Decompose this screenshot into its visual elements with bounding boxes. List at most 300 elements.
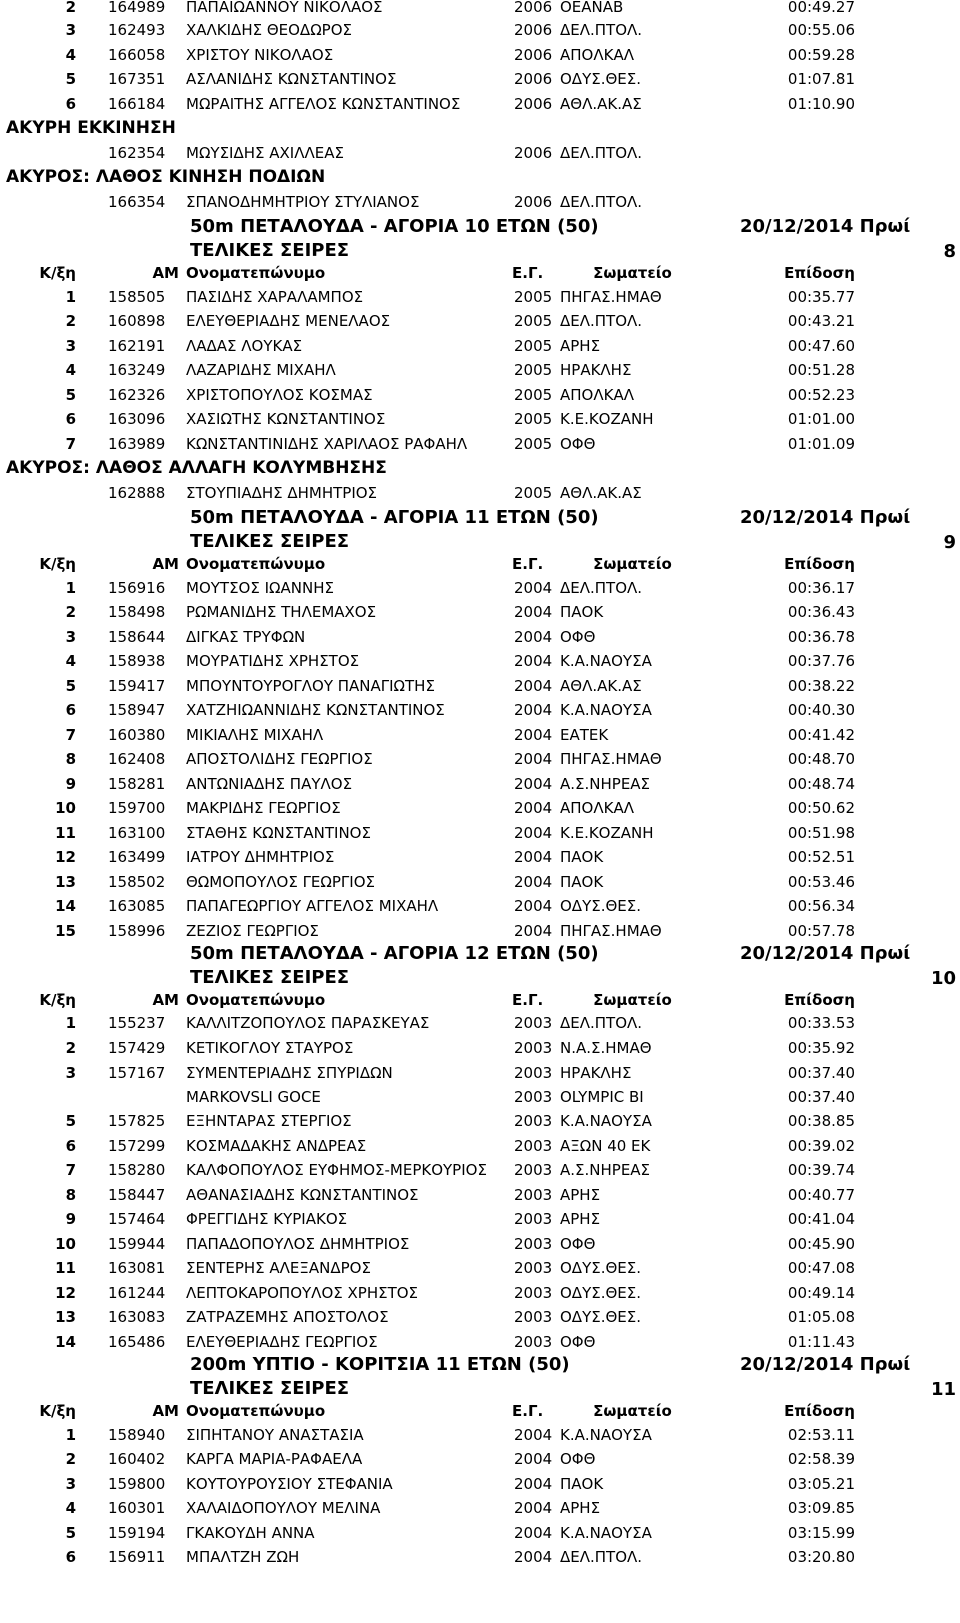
time-cell: 00:39.74 (787, 1161, 855, 1179)
registry-cell: 166058 (108, 46, 166, 64)
birth-year-cell: 2004 (514, 824, 553, 842)
result-row (0, 1305, 960, 1330)
birth-year-cell: 2004 (514, 1450, 553, 1468)
rank-cell: 4 (65, 361, 76, 379)
birth-year-cell: 2005 (514, 312, 553, 330)
registry-cell: 156916 (108, 579, 166, 597)
time-cell: 00:49.27 (787, 0, 855, 16)
rank-cell: 3 (65, 337, 76, 355)
registry-cell: 156911 (108, 1548, 166, 1566)
result-row (0, 309, 960, 334)
rank-header: Κ/ξη (39, 991, 76, 1009)
rank-cell: 2 (65, 1039, 76, 1057)
swimmer-name-cell: ΜΑΚΡΙΔΗΣ ΓΕΩΡΓΙΟΣ (186, 799, 341, 817)
registry-cell: 163083 (108, 1308, 166, 1326)
result-row (0, 1281, 960, 1306)
birth-year-cell: 2006 (514, 70, 553, 88)
rank-cell: 11 (55, 824, 76, 842)
club-cell: Κ.Α.ΝΑΟΥΣΑ (560, 652, 652, 670)
club-cell: Α.Σ.ΝΗΡΕΑΣ (560, 775, 651, 793)
birth-year-cell: 2005 (514, 337, 553, 355)
birth-year-cell: 2004 (514, 897, 553, 915)
club-cell: Α.Σ.ΝΗΡΕΑΣ (560, 1161, 651, 1179)
birth-year-cell: 2004 (514, 848, 553, 866)
registry-header: ΑΜ (152, 555, 179, 573)
time-cell: 00:36.17 (787, 579, 855, 597)
event-number: 9 (943, 532, 956, 553)
swimmer-name-cell: ΧΑΛΑΙΔΟΠΟΥΛΟΥ ΜΕΛΙΝΑ (186, 1499, 381, 1517)
club-cell: ΔΕΛ.ΠΤΟΛ. (560, 193, 643, 211)
result-row (0, 334, 960, 359)
club-cell: ΔΕΛ.ΠΤΟΛ. (560, 21, 643, 39)
birth-year-cell: 2006 (514, 46, 553, 64)
swimmer-name-cell: ΜΠΑΛΤΖΗ ΖΩΗ (186, 1548, 300, 1566)
registry-cell: 158280 (108, 1161, 166, 1179)
birth-year-cell: 2004 (514, 1548, 553, 1566)
swimmer-name-cell: ΣΤΑΘΗΣ ΚΩΝΣΤΑΝΤΙΝΟΣ (186, 824, 371, 842)
time-cell: 00:36.78 (787, 628, 855, 646)
club-cell: ΔΕΛ.ΠΤΟΛ. (560, 312, 643, 330)
birth-year-cell: 2003 (514, 1039, 553, 1057)
registry-cell: 163085 (108, 897, 166, 915)
name-header: Ονοματεπώνυμο (186, 991, 326, 1009)
result-row (0, 674, 960, 699)
registry-cell: 158940 (108, 1426, 166, 1444)
registry-cell: 157464 (108, 1210, 166, 1228)
registry-cell: 157429 (108, 1039, 166, 1057)
column-header-row (0, 261, 960, 286)
time-cell: 00:39.02 (787, 1137, 855, 1155)
club-cell: ΟΔΥΣ.ΘΕΣ. (560, 897, 642, 915)
event-title: 50m ΠΕΤΑΛΟΥΔΑ - ΑΓΟΡΙΑ 10 ΕΤΩΝ (50) (190, 216, 599, 237)
club-cell: ΑΠΟΛΚΑΛ (560, 386, 634, 404)
rank-cell: 6 (65, 1548, 76, 1566)
club-cell: ΑΞΩΝ 40 ΕΚ (560, 1137, 651, 1155)
performance-header: Επίδοση (784, 555, 855, 573)
registry-cell: 162493 (108, 21, 166, 39)
club-header: Σωματείο (593, 264, 672, 282)
rank-cell: 2 (65, 1450, 76, 1468)
swimmer-name-cell: ΖΕΖΙΟΣ ΓΕΩΡΓΙΟΣ (186, 922, 319, 940)
disqualification-label: ΑΚΥΡΟΣ: ΛΑΘΟΣ ΚΙΝΗΣΗ ΠΟΔΙΩΝ (6, 167, 326, 187)
club-cell: ΟΔΥΣ.ΘΕΣ. (560, 70, 642, 88)
registry-cell: 166184 (108, 95, 166, 113)
event-date: 20/12/2014 Πρωί (740, 507, 911, 528)
result-row (0, 1496, 960, 1521)
club-cell: ΔΕΛ.ΠΤΟΛ. (560, 1014, 643, 1032)
birth-year-cell: 2006 (514, 95, 553, 113)
club-cell: Κ.Ε.ΚΟΖΑΝΗ (560, 824, 654, 842)
swimmer-name-cell: ΧΑΤΖΗΙΩΑΝΝΙΔΗΣ ΚΩΝΣΤΑΝΤΙΝΟΣ (186, 701, 445, 719)
event-title: 50m ΠΕΤΑΛΟΥΔΑ - ΑΓΟΡΙΑ 11 ΕΤΩΝ (50) (190, 507, 599, 528)
club-cell: Κ.Ε.ΚΟΖΑΝΗ (560, 410, 654, 428)
registry-cell: 159944 (108, 1235, 166, 1253)
event-number: 10 (930, 968, 956, 989)
rank-cell: 12 (55, 1284, 76, 1302)
time-cell: 02:58.39 (787, 1450, 855, 1468)
registry-cell: 162354 (108, 144, 166, 162)
result-row (0, 821, 960, 846)
swimmer-name-cell: ΕΛΕΥΘΕΡΙΑΔΗΣ ΓΕΩΡΓΙΟΣ (186, 1333, 378, 1351)
swimmer-name-cell: ΜΟΥΡΑΤΙΔΗΣ ΧΡΗΣΤΟΣ (186, 652, 360, 670)
result-row (0, 747, 960, 772)
rank-cell: 6 (65, 95, 76, 113)
birth-year-cell: 2003 (514, 1137, 553, 1155)
time-cell: 00:47.08 (787, 1259, 855, 1277)
rank-cell: 7 (65, 726, 76, 744)
rank-cell: 4 (65, 652, 76, 670)
club-cell: ΑΡΗΣ (560, 337, 601, 355)
performance-header: Επίδοση (784, 1402, 855, 1420)
time-cell: 00:36.43 (787, 603, 855, 621)
registry-cell: 160301 (108, 1499, 166, 1517)
disqualified-row (0, 190, 960, 215)
event-subtitle: ΤΕΛΙΚΕΣ ΣΕΙΡΕΣ (190, 1378, 350, 1399)
rank-cell: 2 (65, 312, 76, 330)
rank-cell: 10 (55, 799, 76, 817)
performance-header: Επίδοση (784, 264, 855, 282)
result-row (0, 1036, 960, 1061)
registry-cell: 162408 (108, 750, 166, 768)
result-row (0, 1472, 960, 1497)
registry-cell: 160402 (108, 1450, 166, 1468)
rank-cell: 3 (65, 1475, 76, 1493)
time-cell: 00:37.40 (787, 1088, 855, 1106)
swimmer-name-cell: ΕΞΗΝΤΑΡΑΣ ΣΤΕΡΓΙΟΣ (186, 1112, 352, 1130)
birth-year-cell: 2003 (514, 1064, 553, 1082)
event-title: 50m ΠΕΤΑΛΟΥΔΑ - ΑΓΟΡΙΑ 12 ΕΤΩΝ (50) (190, 943, 599, 964)
club-cell: ΠΗΓΑΣ.ΗΜΑΘ (560, 750, 662, 768)
registry-cell: 157167 (108, 1064, 166, 1082)
rank-cell: 7 (65, 435, 76, 453)
birth-year-cell: 2005 (514, 386, 553, 404)
swimmer-name-cell: ΣΙΠΗΤΑΝΟΥ ΑΝΑΣΤΑΣΙΑ (186, 1426, 364, 1444)
result-row (0, 1423, 960, 1448)
club-cell: ΟΔΥΣ.ΘΕΣ. (560, 1259, 642, 1277)
birth-year-cell: 2004 (514, 873, 553, 891)
time-cell: 00:52.51 (787, 848, 855, 866)
name-header: Ονοματεπώνυμο (186, 1402, 326, 1420)
registry-cell: 157299 (108, 1137, 166, 1155)
result-row (0, 1521, 960, 1546)
swimmer-name-cell: ΚΑΡΓΑ ΜΑΡΙΑ-ΡΑΦΑΕΛΑ (186, 1450, 363, 1468)
swimmer-name-cell: ΜΟΥΤΣΟΣ ΙΩΑΝΝΗΣ (186, 579, 334, 597)
result-row (0, 383, 960, 408)
birth-year-cell: 2005 (514, 410, 553, 428)
rank-header: Κ/ξη (39, 555, 76, 573)
performance-header: Επίδοση (784, 991, 855, 1009)
swimmer-name-cell: ΛΕΠΤΟΚΑΡΟΠΟΥΛΟΣ ΧΡΗΣΤΟΣ (186, 1284, 419, 1302)
birth-year-cell: 2004 (514, 726, 553, 744)
time-cell: 00:49.14 (787, 1284, 855, 1302)
registry-cell: 157825 (108, 1112, 166, 1130)
time-cell: 00:55.06 (787, 21, 855, 39)
swimmer-name-cell: ΠΑΣΙΔΗΣ ΧΑΡΑΛΑΜΠΟΣ (186, 288, 364, 306)
club-header: Σωματείο (593, 1402, 672, 1420)
registry-cell: 159700 (108, 799, 166, 817)
club-cell: Κ.Α.ΝΑΟΥΣΑ (560, 1524, 652, 1542)
club-header: Σωματείο (593, 991, 672, 1009)
club-cell: ΑΡΗΣ (560, 1186, 601, 1204)
birth-year-cell: 2003 (514, 1014, 553, 1032)
rank-cell: 14 (55, 897, 76, 915)
disqualified-row (0, 481, 960, 506)
birth-year-cell: 2006 (514, 144, 553, 162)
year-header: Ε.Γ. (512, 991, 544, 1009)
registry-cell: 158447 (108, 1186, 166, 1204)
result-row (0, 600, 960, 625)
result-row (0, 1011, 960, 1036)
birth-year-cell: 2004 (514, 652, 553, 670)
registry-header: ΑΜ (152, 991, 179, 1009)
rank-cell: 1 (65, 1014, 76, 1032)
registry-cell: 159800 (108, 1475, 166, 1493)
result-row (0, 649, 960, 674)
column-header-row (0, 552, 960, 577)
club-cell: ΑΘΛ.ΑΚ.ΑΣ (560, 484, 642, 502)
time-cell: 00:47.60 (787, 337, 855, 355)
registry-cell: 158498 (108, 603, 166, 621)
rank-header: Κ/ξη (39, 1402, 76, 1420)
rank-cell: 1 (65, 1426, 76, 1444)
registry-header: ΑΜ (152, 1402, 179, 1420)
club-cell: ΔΕΛ.ΠΤΟΛ. (560, 1548, 643, 1566)
swimmer-name-cell: ΔΙΓΚΑΣ ΤΡΥΦΩΝ (186, 628, 306, 646)
birth-year-cell: 2005 (514, 435, 553, 453)
time-cell: 00:33.53 (787, 1014, 855, 1032)
time-cell: 00:37.76 (787, 652, 855, 670)
rank-cell: 11 (55, 1259, 76, 1277)
registry-cell: 166354 (108, 193, 166, 211)
swimmer-name-cell: ΖΑΤΡΑΖΕΜΗΣ ΑΠΟΣΤΟΛΟΣ (186, 1308, 389, 1326)
registry-cell: 161244 (108, 1284, 166, 1302)
time-cell: 00:48.70 (787, 750, 855, 768)
club-cell: ΑΡΗΣ (560, 1499, 601, 1517)
rank-cell: 3 (65, 628, 76, 646)
birth-year-cell: 2006 (514, 21, 553, 39)
swimmer-name-cell: ΓΚΑΚΟΥΔΗ ΑΝΝΑ (186, 1524, 315, 1542)
swimmer-name-cell: ΡΩΜΑΝΙΔΗΣ ΤΗΛΕΜΑΧΟΣ (186, 603, 377, 621)
registry-cell: 158502 (108, 873, 166, 891)
rank-cell: 9 (65, 775, 76, 793)
time-cell: 00:35.92 (787, 1039, 855, 1057)
time-cell: 00:37.40 (787, 1064, 855, 1082)
rank-cell: 12 (55, 848, 76, 866)
result-row (0, 576, 960, 601)
swimmer-name-cell: ΕΛΕΥΘΕΡΙΑΔΗΣ ΜΕΝΕΛΑΟΣ (186, 312, 391, 330)
swimmer-name-cell: ΙΑΤΡΟΥ ΔΗΜΗΤΡΙΟΣ (186, 848, 335, 866)
birth-year-cell: 2003 (514, 1308, 553, 1326)
club-cell: ΑΠΟΛΚΑΛ (560, 799, 634, 817)
birth-year-cell: 2004 (514, 628, 553, 646)
result-row (0, 432, 960, 457)
birth-year-cell: 2004 (514, 799, 553, 817)
time-cell: 00:41.42 (787, 726, 855, 744)
club-cell: ΟΦΘ (560, 628, 596, 646)
event-date: 20/12/2014 Πρωί (740, 1354, 911, 1375)
registry-cell: 163100 (108, 824, 166, 842)
club-cell: ΟΦΘ (560, 435, 596, 453)
registry-cell: 160898 (108, 312, 166, 330)
event-subtitle: ΤΕΛΙΚΕΣ ΣΕΙΡΕΣ (190, 967, 350, 988)
registry-cell: 162326 (108, 386, 166, 404)
registry-cell: 162888 (108, 484, 166, 502)
name-header: Ονοματεπώνυμο (186, 555, 326, 573)
result-row (0, 18, 960, 43)
rank-cell: 6 (65, 410, 76, 428)
time-cell: 00:51.98 (787, 824, 855, 842)
rank-cell: 1 (65, 288, 76, 306)
birth-year-cell: 2003 (514, 1088, 553, 1106)
rank-cell: 14 (55, 1333, 76, 1351)
result-row (0, 845, 960, 870)
birth-year-cell: 2004 (514, 922, 553, 940)
swimmer-name-cell: ΚΑΛΛΙΤΖΟΠΟΥΛΟΣ ΠΑΡΑΣΚΕΥΑΣ (186, 1014, 430, 1032)
birth-year-cell: 2005 (514, 288, 553, 306)
birth-year-cell: 2003 (514, 1161, 553, 1179)
time-cell: 00:41.04 (787, 1210, 855, 1228)
birth-year-cell: 2005 (514, 361, 553, 379)
club-cell: ΟΦΘ (560, 1333, 596, 1351)
club-cell: Κ.Α.ΝΑΟΥΣΑ (560, 1112, 652, 1130)
club-cell: ΟΔΥΣ.ΘΕΣ. (560, 1284, 642, 1302)
registry-cell: 165486 (108, 1333, 166, 1351)
rank-cell: 2 (65, 603, 76, 621)
rank-cell: 6 (65, 1137, 76, 1155)
time-cell: 00:56.34 (787, 897, 855, 915)
disqualified-row (0, 141, 960, 166)
rank-cell: 10 (55, 1235, 76, 1253)
result-row (0, 1085, 960, 1110)
club-cell: ΠΑΟΚ (560, 603, 604, 621)
result-row (0, 698, 960, 723)
swimmer-name-cell: ΣΥΜΕΝΤΕΡΙΑΔΗΣ ΣΠΥΡΙΔΩΝ (186, 1064, 393, 1082)
result-row (0, 723, 960, 748)
rank-cell: 1 (65, 579, 76, 597)
swimmer-name-cell: MARKOVSLI GOCE (186, 1088, 321, 1106)
club-cell: ΟΦΘ (560, 1450, 596, 1468)
registry-cell: 158996 (108, 922, 166, 940)
registry-cell: 163249 (108, 361, 166, 379)
birth-year-cell: 2003 (514, 1259, 553, 1277)
time-cell: 00:50.62 (787, 799, 855, 817)
birth-year-cell: 2004 (514, 677, 553, 695)
swimmer-name-cell: ΜΠΟΥΝΤΟΥΡΟΓΛΟΥ ΠΑΝΑΓΙΩΤΗΣ (186, 677, 435, 695)
rank-cell: 4 (65, 46, 76, 64)
time-cell: 00:45.90 (787, 1235, 855, 1253)
birth-year-cell: 2003 (514, 1235, 553, 1253)
time-cell: 02:53.11 (787, 1426, 855, 1444)
swimmer-name-cell: ΦΡΕΓΓΙΔΗΣ ΚΥΡΙΑΚΟΣ (186, 1210, 348, 1228)
result-row (0, 1207, 960, 1232)
result-row (0, 1061, 960, 1086)
club-cell: ΗΡΑΚΛΗΣ (560, 1064, 632, 1082)
result-row (0, 625, 960, 650)
rank-cell: 5 (65, 1524, 76, 1542)
result-row (0, 894, 960, 919)
birth-year-cell: 2004 (514, 1426, 553, 1444)
swimmer-name-cell: ΣΤΟΥΠΙΑΔΗΣ ΔΗΜΗΤΡΙΟΣ (186, 484, 378, 502)
birth-year-cell: 2003 (514, 1186, 553, 1204)
column-header-row (0, 1399, 960, 1424)
birth-year-cell: 2003 (514, 1112, 553, 1130)
rank-cell: 4 (65, 1499, 76, 1517)
rank-cell: 5 (65, 677, 76, 695)
result-row (0, 1545, 960, 1570)
swimmer-name-cell: ΠΑΠΑΙΩΑΝΝΟΥ ΝΙΚΟΛΑΟΣ (186, 0, 383, 16)
club-cell: ΗΡΑΚΛΗΣ (560, 361, 632, 379)
time-cell: 00:53.46 (787, 873, 855, 891)
club-cell: Κ.Α.ΝΑΟΥΣΑ (560, 701, 652, 719)
club-cell: ΠΗΓΑΣ.ΗΜΑΘ (560, 922, 662, 940)
club-cell: Κ.Α.ΝΑΟΥΣΑ (560, 1426, 652, 1444)
time-cell: 00:40.30 (787, 701, 855, 719)
result-row (0, 1447, 960, 1472)
time-cell: 00:38.85 (787, 1112, 855, 1130)
swimmer-name-cell: ΠΑΠΑΔΟΠΟΥΛΟΣ ΔΗΜΗΤΡΙΟΣ (186, 1235, 410, 1253)
birth-year-cell: 2006 (514, 193, 553, 211)
swimmer-name-cell: ΚΟΥΤΟΥΡΟΥΣΙΟΥ ΣΤΕΦΑΝΙΑ (186, 1475, 393, 1493)
time-cell: 01:11.43 (787, 1333, 855, 1351)
result-row (0, 772, 960, 797)
swimmer-name-cell: ΧΡΙΣΤΟΥ ΝΙΚΟΛΑΟΣ (186, 46, 334, 64)
registry-cell: 163081 (108, 1259, 166, 1277)
rank-cell: 8 (65, 1186, 76, 1204)
club-cell: OLYMPIC BI (560, 1088, 644, 1106)
club-cell: ΑΡΗΣ (560, 1210, 601, 1228)
swimmer-name-cell: ΜΩΡΑΙΤΗΣ ΑΓΓΕΛΟΣ ΚΩΝΣΤΑΝΤΙΝΟΣ (186, 95, 461, 113)
event-subtitle: ΤΕΛΙΚΕΣ ΣΕΙΡΕΣ (190, 531, 350, 552)
registry-cell: 158938 (108, 652, 166, 670)
swimmer-name-cell: ΑΣΛΑΝΙΔΗΣ ΚΩΝΣΤΑΝΤΙΝΟΣ (186, 70, 397, 88)
rank-cell: 3 (65, 1064, 76, 1082)
club-cell: ΟΦΘ (560, 1235, 596, 1253)
event-subtitle: ΤΕΛΙΚΕΣ ΣΕΙΡΕΣ (190, 240, 350, 261)
rank-header: Κ/ξη (39, 264, 76, 282)
birth-year-cell: 2004 (514, 1499, 553, 1517)
club-header: Σωματείο (593, 555, 672, 573)
swimmer-name-cell: ΣΕΝΤΕΡΗΣ ΑΛΕΞΑΝΔΡΟΣ (186, 1259, 371, 1277)
club-cell: ΔΕΛ.ΠΤΟΛ. (560, 579, 643, 597)
swimmer-name-cell: ΘΩΜΟΠΟΥΛΟΣ ΓΕΩΡΓΙΟΣ (186, 873, 375, 891)
time-cell: 03:20.80 (787, 1548, 855, 1566)
registry-cell: 163096 (108, 410, 166, 428)
registry-cell: 158644 (108, 628, 166, 646)
birth-year-cell: 2003 (514, 1210, 553, 1228)
rank-cell: 9 (65, 1210, 76, 1228)
rank-cell: 13 (55, 873, 76, 891)
rank-cell: 13 (55, 1308, 76, 1326)
swimmer-name-cell: ΚΟΣΜΑΔΑΚΗΣ ΑΝΔΡΕΑΣ (186, 1137, 367, 1155)
name-header: Ονοματεπώνυμο (186, 264, 326, 282)
year-header: Ε.Γ. (512, 555, 544, 573)
time-cell: 00:43.21 (787, 312, 855, 330)
event-number: 11 (930, 1379, 956, 1400)
club-cell: ΠΗΓΑΣ.ΗΜΑΘ (560, 288, 662, 306)
result-row (0, 358, 960, 383)
column-header-row (0, 988, 960, 1013)
swimmer-name-cell: ΑΘΑΝΑΣΙΑΔΗΣ ΚΩΝΣΤΑΝΤΙΝΟΣ (186, 1186, 419, 1204)
swimmer-name-cell: ΚΕΤΙΚΟΓΛΟΥ ΣΤΑΥΡΟΣ (186, 1039, 354, 1057)
event-number: 8 (943, 241, 956, 262)
club-cell: ΟΕΑΝΑΒ (560, 0, 624, 16)
time-cell: 01:01.09 (787, 435, 855, 453)
year-header: Ε.Γ. (512, 1402, 544, 1420)
swimmer-name-cell: ΑΝΤΩΝΙΑΔΗΣ ΠΑΥΛΟΣ (186, 775, 353, 793)
rank-cell: 15 (55, 922, 76, 940)
result-row (0, 1158, 960, 1183)
time-cell: 00:51.28 (787, 361, 855, 379)
